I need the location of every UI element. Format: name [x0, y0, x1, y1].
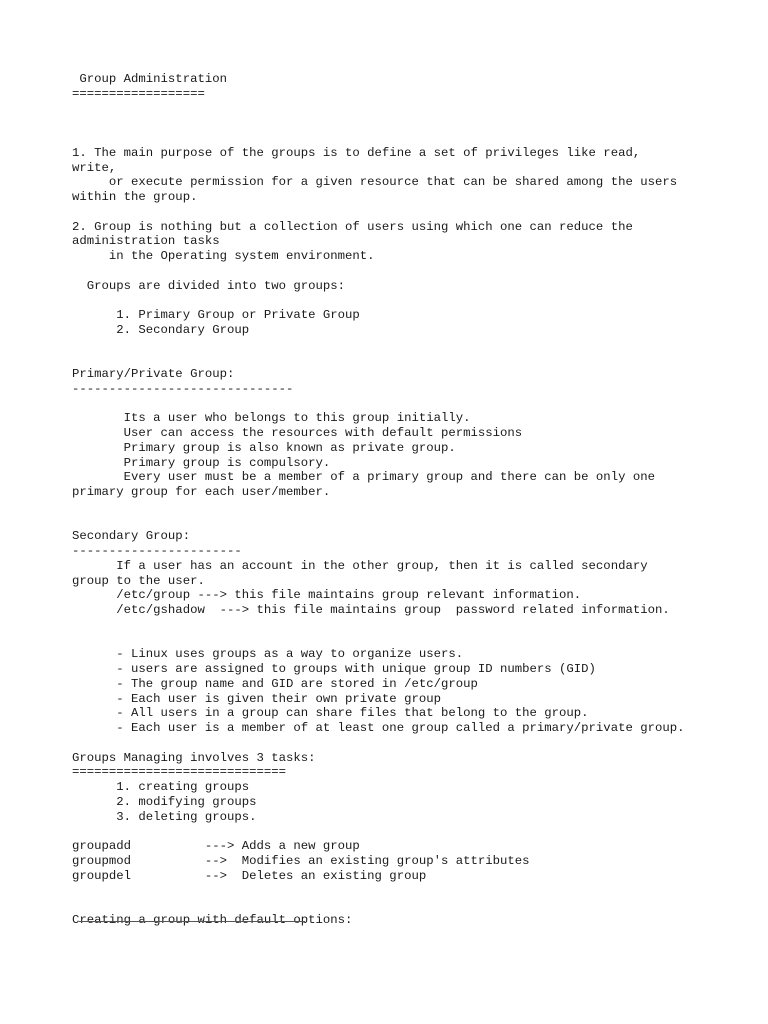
paragraph-groups-definition: 2. Group is nothing but a collection of users using which one can reduce the administration tasks in the Operating system environment. [72, 219, 633, 263]
group-managing-tasks: Groups Managing involves 3 tasks: ============================= 1. creating groups 2. modifying groups 3. deleting groups. [72, 750, 316, 824]
paragraph-groups-purpose: 1. The main purpose of the groups is to define a set of privileges like read, write, or execute permission for a given resource that can be shared among the users within the group. [72, 145, 678, 204]
group-types-list: 1. Primary Group or Private Group 2. Secondary Group [116, 308, 360, 337]
groups-divided-intro: Groups are divided into two groups: [72, 278, 346, 293]
primary-group-details: Its a user who belongs to this group initially. User can access the resources with default permissions Primary group is also known as private group. Primary group is compulsory. Every user must be a member of a primary group and there can be only one primary group for each user/member. [72, 411, 655, 499]
document-page [72, 72, 762, 928]
group-commands-table: groupadd ---> Adds a new group groupmod --> Modifies an existing group's attributes groupdel --> Deletes an existing group [72, 839, 530, 883]
primary-group-heading: Primary/Private Group: ------------------------------ [72, 367, 294, 396]
title-underline: ================== [72, 86, 205, 101]
secondary-group-section: Secondary Group: ----------------------- If a user has an account in the other group, then it is called secondary group to the user. /etc/group ---> this file maintains group relevant information. /etc/gshadow ---> this file maintains group password related information. [72, 529, 670, 617]
creating-group-heading: Creating a group with default options: [72, 912, 353, 927]
linux-groups-bullet-list: - Linux uses groups as a way to organize users. - users are assigned to groups with unique group ID numbers (GID) - The group name and GID are stored in /etc/group - Each user is given their own private group - All users in a group can share files that belong to the group. - Each user is a member of at least one group called a primary/private group. [116, 647, 685, 735]
document-title: Group Administration [72, 72, 227, 86]
horizontal-rule [79, 921, 305, 922]
